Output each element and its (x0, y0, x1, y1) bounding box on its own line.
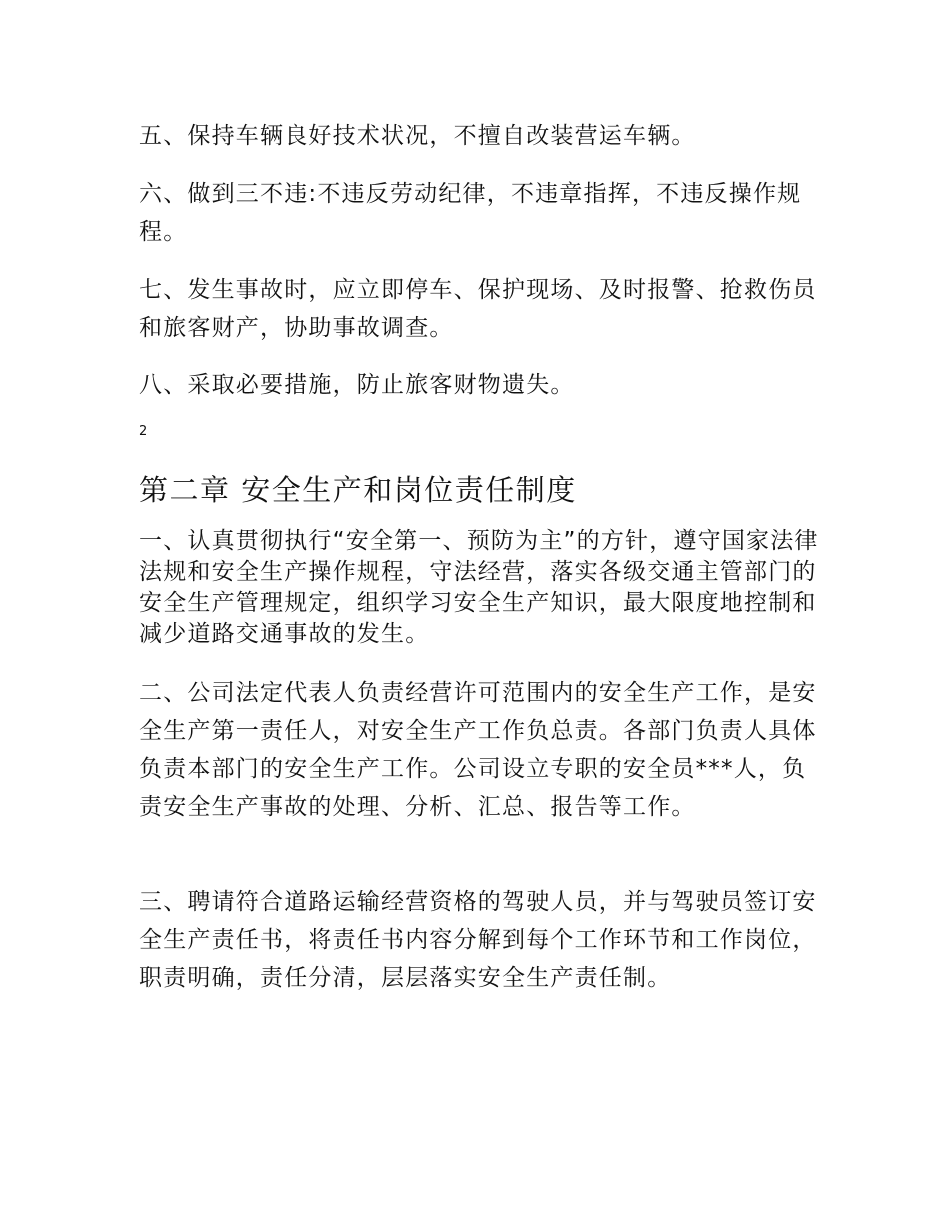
clause-5: 五、保持车辆良好技术状况，不擅自改装营运车辆。 (139, 123, 696, 149)
page-number: 2 (139, 424, 148, 439)
chapter-paragraph-1: 一、认真贯彻执行“安全第一、预防为主”的方针，遵守国家法律法规和安全生产操作规程，守法经营，落实各级交通主管部门的安全生产管理规定，组织学习安全生产知识，最大限度地控制和减少道路交通事故的发生。 (139, 528, 819, 647)
clause-6: 六、做到三不违:不违反劳动纪律，不违章指挥，不违反操作规程。 (139, 181, 802, 245)
chapter-paragraph-2: 二、公司法定代表人负责经营许可范围内的安全生产工作，是安全生产第一责任人，对安全生产工作负总责。各部门负责人具体负责本部门的安全生产工作。公司设立专职的安全员***人，负责安全生产事故的处理、分析、汇总、报告等工作。 (139, 680, 817, 820)
chapter-paragraph-3: 三、聘请符合道路运输经营资格的驾驶人员，并与驾驶员签订安全生产责任书，将责任书内容分解到每个工作环节和工作岗位，职责明确，责任分清，层层落实安全生产责任制。 (139, 889, 817, 991)
clause-8: 八、采取必要措施，防止旅客财物遗失。 (139, 372, 575, 398)
clause-7: 七、发生事故时，应立即停车、保护现场、及时报警、抢救伤员和旅客财产，协助事故调查。 (139, 277, 817, 341)
chapter-title: 第二章 安全生产和岗位责任制度 (139, 473, 577, 507)
